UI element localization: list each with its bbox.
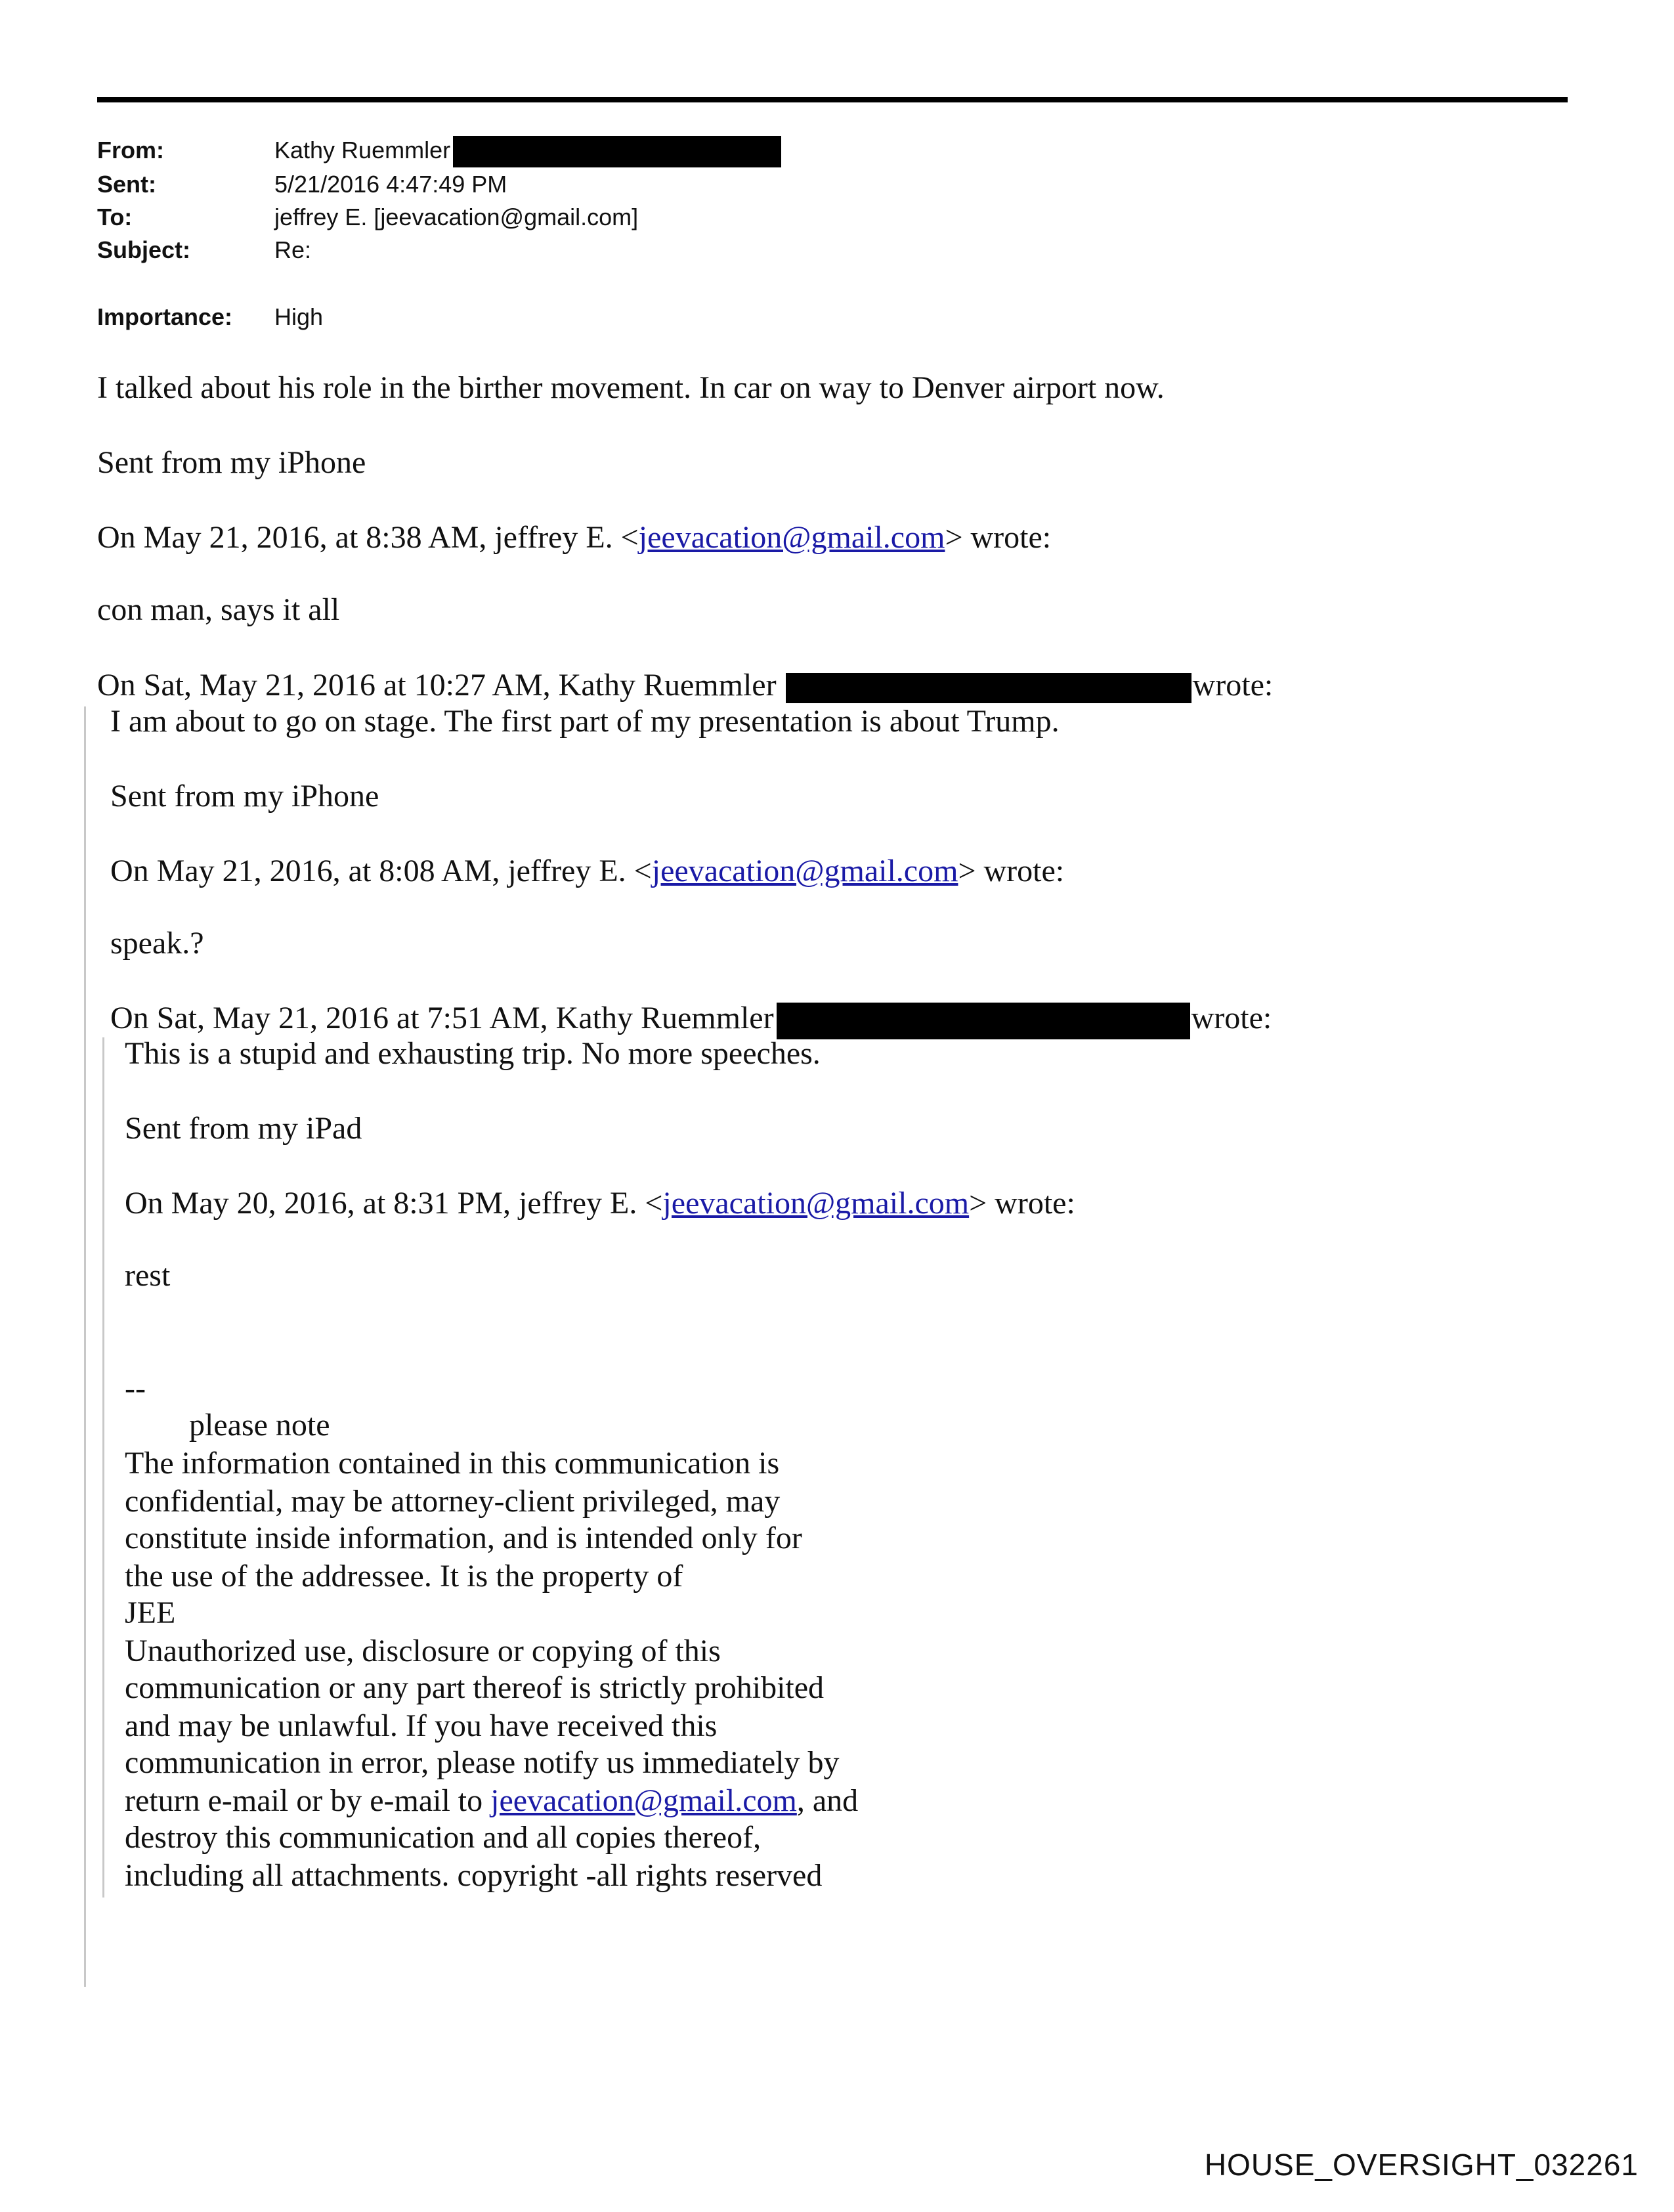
to-row bbox=[97, 201, 885, 234]
top-rule bbox=[97, 97, 1568, 102]
message-body: This is a stupid and exhausting trip. No more speeches. bbox=[125, 1036, 821, 1071]
message-body: I am about to go on stage. The first part of my presentation is about Trump. bbox=[110, 704, 1060, 739]
from-row bbox=[97, 134, 885, 167]
signature: Sent from my iPhone bbox=[97, 445, 366, 480]
disclaimer-line: The information contained in this communication is bbox=[125, 1446, 780, 1481]
subject-label: Subject: bbox=[97, 236, 191, 263]
quote-bar bbox=[84, 706, 86, 1987]
importance-label: Importance: bbox=[97, 303, 233, 330]
message-body: con man, says it all bbox=[97, 592, 340, 627]
email-link[interactable]: jeevacation@gmail.com bbox=[651, 854, 958, 888]
quote-bar bbox=[102, 1037, 104, 1898]
signature-separator: -- bbox=[125, 1371, 146, 1406]
disclaimer-line: including all attachments. copyright -all rights reserved bbox=[125, 1858, 823, 1893]
quote-header-text: > wrote: bbox=[969, 1186, 1075, 1221]
from-name: Kathy Ruemmler bbox=[274, 137, 451, 163]
redaction-box bbox=[777, 1003, 1190, 1039]
disclaimer-line: and may be unlawful. If you have received this bbox=[125, 1708, 718, 1743]
quote-header-text: On Sat, May 21, 2016 at 10:27 AM, Kathy Ruemmler bbox=[97, 668, 777, 703]
signature: Sent from my iPhone bbox=[110, 779, 379, 813]
quote-header bbox=[110, 999, 1272, 1039]
quote-header-text: On Sat, May 21, 2016 at 7:51 AM, Kathy Ruemmler bbox=[110, 1001, 774, 1035]
message-body: rest bbox=[125, 1258, 171, 1293]
disclaimer-line: confidential, may be attorney-client privileged, may bbox=[125, 1484, 781, 1519]
importance-row bbox=[97, 301, 885, 334]
disclaimer-text: , and bbox=[796, 1783, 859, 1818]
disclaimer-line: Unauthorized use, disclosure or copying of this bbox=[125, 1634, 721, 1668]
quote-header-text: > wrote: bbox=[958, 854, 1065, 888]
quote-header-text: On May 21, 2016, at 8:08 AM, jeffrey E. < bbox=[110, 854, 652, 888]
disclaimer-line bbox=[125, 1782, 858, 1820]
message-body: speak.? bbox=[110, 926, 204, 961]
bates-number: HOUSE_OVERSIGHT_032261 bbox=[1204, 2148, 1639, 2182]
disclaimer-line: communication in error, please notify us immediately by bbox=[125, 1745, 840, 1780]
email-link[interactable]: jeevacation@gmail.com bbox=[662, 1186, 970, 1221]
quote-header-text: On May 20, 2016, at 8:31 PM, jeffrey E. < bbox=[125, 1186, 663, 1221]
subject-row bbox=[97, 234, 885, 267]
from-value bbox=[274, 134, 781, 167]
sent-label: Sent: bbox=[97, 171, 156, 198]
email-link[interactable]: jeevacation@gmail.com bbox=[490, 1783, 797, 1818]
message-body: I talked about his role in the birther movement. In car on way to Denver airport now. bbox=[97, 370, 1165, 405]
redaction-box bbox=[453, 136, 781, 167]
from-label: From: bbox=[97, 137, 164, 163]
signature: Sent from my iPad bbox=[125, 1111, 362, 1146]
to-label: To: bbox=[97, 204, 133, 230]
redaction-box bbox=[786, 673, 1191, 703]
disclaimer-line: constitute inside information, and is intended only for bbox=[125, 1521, 802, 1555]
disclaimer-text: return e-mail or by e-mail to bbox=[125, 1783, 491, 1818]
quote-header-text: wrote: bbox=[1192, 668, 1274, 703]
quote-header bbox=[125, 1184, 1075, 1223]
disclaimer-line: the use of the addressee. It is the property of bbox=[125, 1559, 683, 1594]
to-value: jeffrey E. [jeevacation@gmail.com] bbox=[274, 204, 639, 230]
quote-header-text: > wrote: bbox=[945, 520, 1052, 555]
email-link[interactable]: jeevacation@gmail.com bbox=[638, 520, 945, 555]
sent-value: 5/21/2016 4:47:49 PM bbox=[274, 171, 507, 198]
quote-header-text: On May 21, 2016, at 8:38 AM, jeffrey E. < bbox=[97, 520, 639, 555]
disclaimer-line: destroy this communication and all copies thereof, bbox=[125, 1820, 762, 1855]
importance-value: High bbox=[274, 303, 324, 330]
quote-header bbox=[110, 852, 1064, 890]
quote-header bbox=[97, 519, 1051, 557]
disclaimer-line: JEE bbox=[125, 1595, 176, 1630]
quote-header bbox=[97, 666, 1273, 705]
disclaimer-line: communication or any part thereof is strictly prohibited bbox=[125, 1670, 825, 1705]
quote-header-text: wrote: bbox=[1191, 1001, 1272, 1035]
subject-value: Re: bbox=[274, 236, 312, 263]
disclaimer-heading: please note bbox=[189, 1408, 330, 1442]
sent-row bbox=[97, 168, 885, 201]
